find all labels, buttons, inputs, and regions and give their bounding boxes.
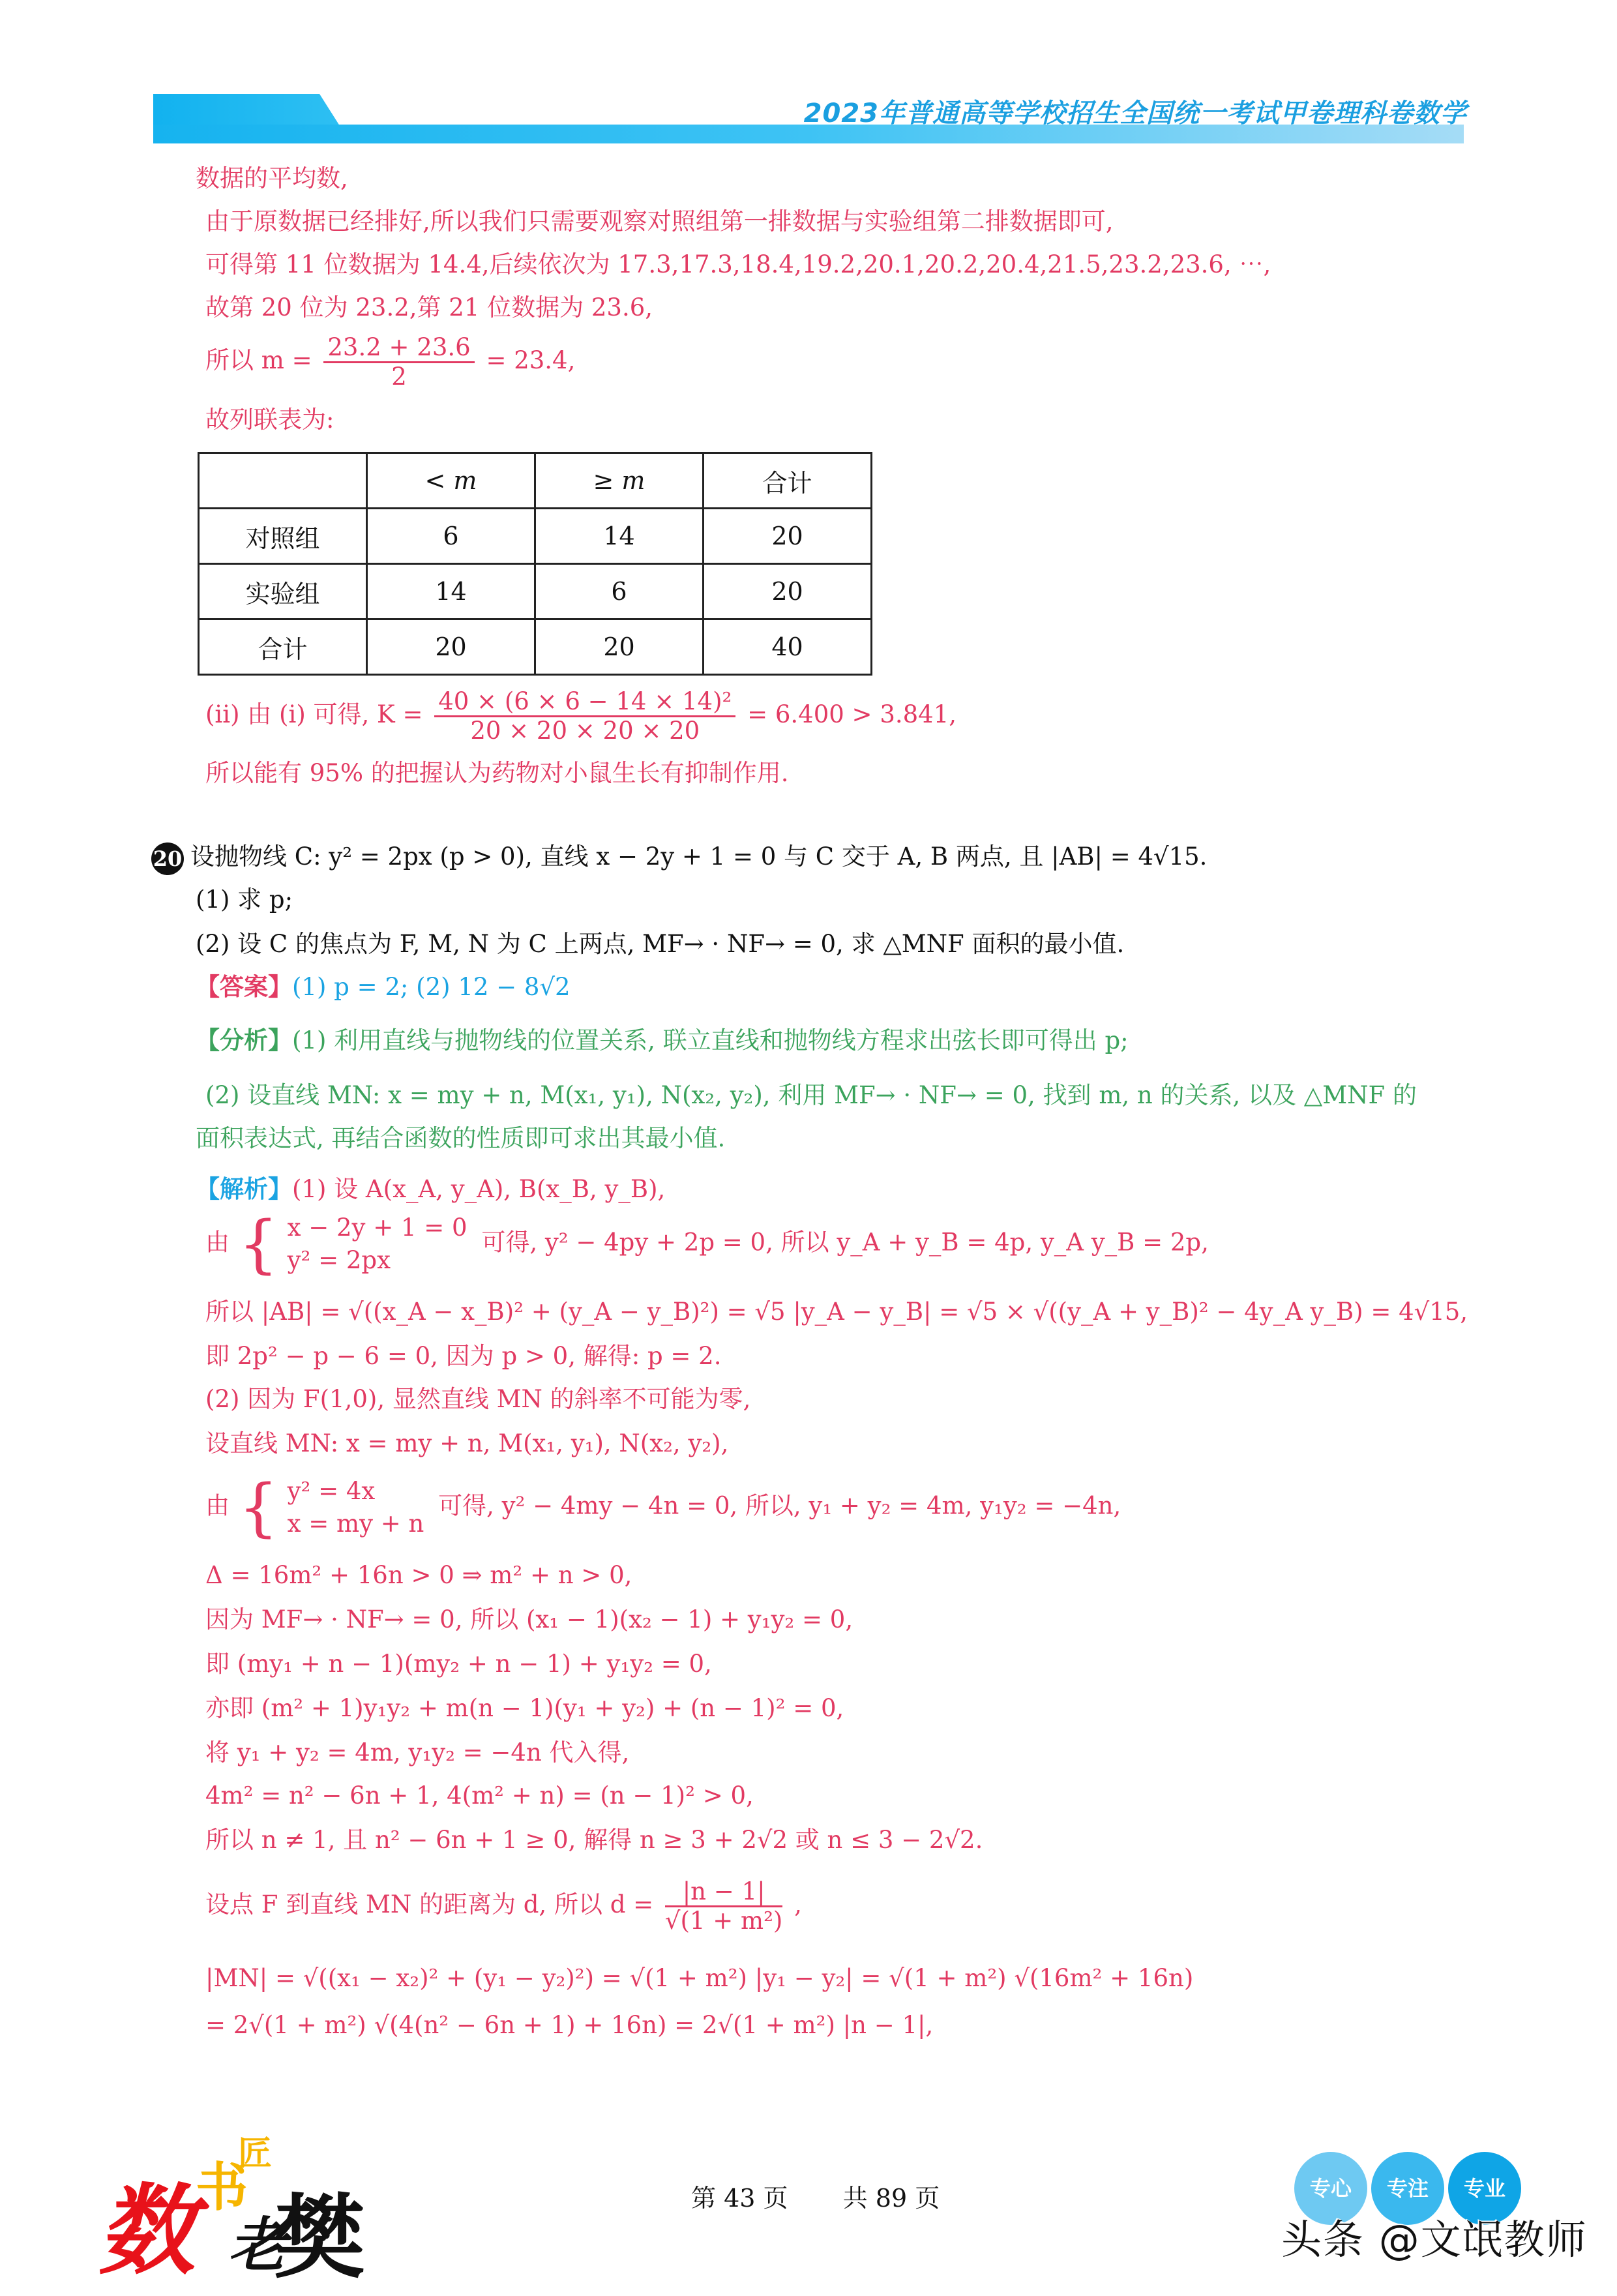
solution-line [196,1174,665,1205]
analysis-text: (1) 利用直线与抛物线的位置关系, 联立直线和抛物线方程求出弦长即可得出 p; [292,1026,1129,1054]
distance-prefix: 设点 F 到直线 MN 的距离为 d, 所以 d = [205,1890,654,1918]
solution-tag: 【解析】 [196,1175,292,1203]
table-cell: 20 [704,509,872,564]
text-line: 由于原数据已经排好,所以我们只需要观察对照组第一排数据与实验组第二排数据即可, [205,207,1114,235]
question-part1: (1) 求 p; [196,886,293,914]
median-result: = 23.4, [486,346,576,374]
logo-char: 匠 [238,2134,273,2173]
table-cell: 合计 [199,619,367,675]
table-cell: 40 [704,619,872,675]
table-cell: 20 [704,564,872,619]
table-cell: 6 [367,509,535,564]
solution-line: |MN| = √((x₁ − x₂)² + (y₁ − y₂)²) = √(1 + m²) |y₁ − y₂| = √(1 + m²) √(16m² + 16n) [205,1964,1194,1992]
page-total: 共 89 页 [842,2184,940,2213]
table-header-cell [199,453,367,509]
text-line: 故第 20 位为 23.2,第 21 位数据为 23.6, [205,293,653,321]
answer-tag: 【答案】 [196,973,292,1001]
solution-line: (2) 因为 F(1,0), 显然直线 MN 的斜率不可能为零, [205,1385,751,1413]
table-cell: 14 [535,509,704,564]
contingency-table [198,452,872,676]
system-prefix: 由 [205,1228,230,1257]
table-intro: 故列联表为: [205,406,334,434]
question-stem-text: 设抛物线 C: y² = 2px (p > 0), 直线 x − 2y + 1 = 0 与 C 交于 A, B 两点, 且 |AB| = 4√15. [190,842,1208,871]
k-denominator: 20 × 20 × 20 × 20 [470,717,700,745]
analysis-line-1 [196,1025,1129,1056]
solution-line: 所以 n ≠ 1, 且 n² − 6n + 1 ≥ 0, 解得 n ≥ 3 + 2√2 或 n ≤ 3 − 2√2. [205,1826,983,1854]
table-header-row [199,453,872,509]
text-line: 数据的平均数, [196,164,348,192]
median-prefix: 所以 m = [205,346,312,374]
analysis-line-2: (2) 设直线 MN: x = my + n, M(x₁, y₁), N(x₂, y₂), 利用 MF→ · NF→ = 0, 找到 m, n 的关系, 以及 △MNF 的 [205,1081,1417,1109]
table-header-cell: 合计 [704,453,872,509]
table-row [199,619,872,675]
motto-circle: 专注 [1371,2152,1444,2225]
logo-char: 书 [196,2157,248,2218]
logo [98,2126,366,2291]
table-row [199,564,872,619]
k-result: = 6.400 > 3.841, [747,700,957,728]
motto-circle: 专心 [1294,2152,1367,2225]
motto-circle: 专业 [1448,2152,1521,2225]
median-fraction [323,334,474,391]
median-formula [205,334,575,391]
equation: y² = 2px [287,1246,391,1274]
equation: y² = 4x [287,1477,376,1505]
system-suffix: 可得, y² − 4py + 2p = 0, 所以 y_A + y_B = 4p, y_A y_B = 2p, [481,1228,1209,1257]
table-cell: 20 [535,619,704,675]
equation: x = my + n [287,1510,424,1538]
table-header-cell: ≥ m [535,453,704,509]
equation: x − 2y + 1 = 0 [287,1214,467,1242]
header-title: 2023年普通高等学校招生全国统一考试甲卷理科卷数学 [803,98,1467,128]
solution-line: 4m² = n² − 6n + 1, 4(m² + n) = (n − 1)² > 0, [205,1782,754,1810]
question-number-badge: 20 [151,842,184,875]
solution-line: 亦即 (m² + 1)y₁y₂ + m(n − 1)(y₁ + y₂) + (n − 1)² = 0, [205,1694,844,1722]
header-bar-lower [153,135,1464,143]
solution-line: = 2√(1 + m²) √(4(n² − 6n + 1) + 16n) = 2√(1 + m²) |n − 1|, [205,2011,934,2039]
k-prefix: (ii) 由 (i) 可得, K = [205,700,423,728]
brace-icon: { [238,1471,278,1544]
question-stem [151,841,1207,875]
solution-line: 因为 MF→ · NF→ = 0, 所以 (x₁ − 1)(x₂ − 1) + y₁y₂ = 0, [205,1605,853,1633]
distance-formula [205,1878,802,1935]
brace-icon: { [238,1208,278,1281]
median-numerator: 23.2 + 23.6 [323,334,474,363]
k-formula [205,688,957,745]
system-equations [288,1475,424,1540]
distance-denominator: √(1 + m²) [664,1907,783,1935]
table-cell: 20 [367,619,535,675]
median-denominator: 2 [391,363,407,391]
text-line: 可得第 11 位数据为 14.4,后续依次为 17.3,17.3,18.4,19.2,20.1,20.2,20.4,21.5,23.2,23.6, ⋯, [205,250,1271,278]
page-current: 第 43 页 [691,2184,788,2213]
distance-fraction [665,1878,782,1935]
logo-char: 樊 [274,2185,366,2291]
distance-suffix: , [794,1890,802,1918]
analysis-tag: 【分析】 [196,1026,292,1054]
logo-char: 数 [98,2175,196,2288]
table-cell: 14 [367,564,535,619]
solution-line: 即 (my₁ + n − 1)(my₂ + n − 1) + y₁y₂ = 0, [205,1650,712,1678]
answer-text: (1) p = 2; (2) 12 − 8√2 [292,973,571,1001]
table-cell: 对照组 [199,509,367,564]
solution-line: 所以 |AB| = √((x_A − x_B)² + (y_A − y_B)²) = √5 |y_A − y_B| = √5 × √((y_A + y_B)² − 4y_A y_B) = 4√15, [205,1298,1468,1326]
solution-line: 即 2p² − p − 6 = 0, 因为 p > 0, 解得: p = 2. [205,1342,722,1370]
system-suffix: 可得, y² − 4my − 4n = 0, 所以, y₁ + y₂ = 4m, y₁y₂ = −4n, [438,1491,1121,1520]
system-2 [205,1471,1121,1544]
system-prefix: 由 [205,1491,230,1520]
k-fraction [434,688,735,745]
table-row [199,509,872,564]
solution-line: Δ = 16m² + 16n > 0 ⇒ m² + n > 0, [205,1561,632,1589]
table-cell: 6 [535,564,704,619]
conclusion: 所以能有 95% 的把握认为药物对小鼠生长有抑制作用. [205,759,789,787]
answer-line [196,972,571,1003]
distance-numerator: |n − 1| [665,1878,782,1907]
k-numerator: 40 × (6 × 6 − 14 × 14)² [434,688,735,717]
watermark: 头条 @文氓教师 [1281,2216,1588,2263]
system-1 [205,1208,1209,1281]
analysis-line-3: 面积表达式, 再结合函数的性质即可求出其最小值. [196,1124,726,1152]
question-part2: (2) 设 C 的焦点为 F, M, N 为 C 上两点, MF→ · NF→ = 0, 求 △MNF 面积的最小值. [196,930,1125,958]
solution-line: 将 y₁ + y₂ = 4m, y₁y₂ = −4n 代入得, [205,1738,630,1767]
solution-line: 设直线 MN: x = my + n, M(x₁, y₁), N(x₂, y₂), [205,1429,729,1457]
logo-char: 老 [228,2211,287,2280]
solution-text: (1) 设 A(x_A, y_A), B(x_B, y_B), [292,1175,666,1203]
table-header-cell: < m [367,453,535,509]
table-cell: 实验组 [199,564,367,619]
system-equations [288,1212,467,1277]
page-indicator [691,2178,940,2214]
